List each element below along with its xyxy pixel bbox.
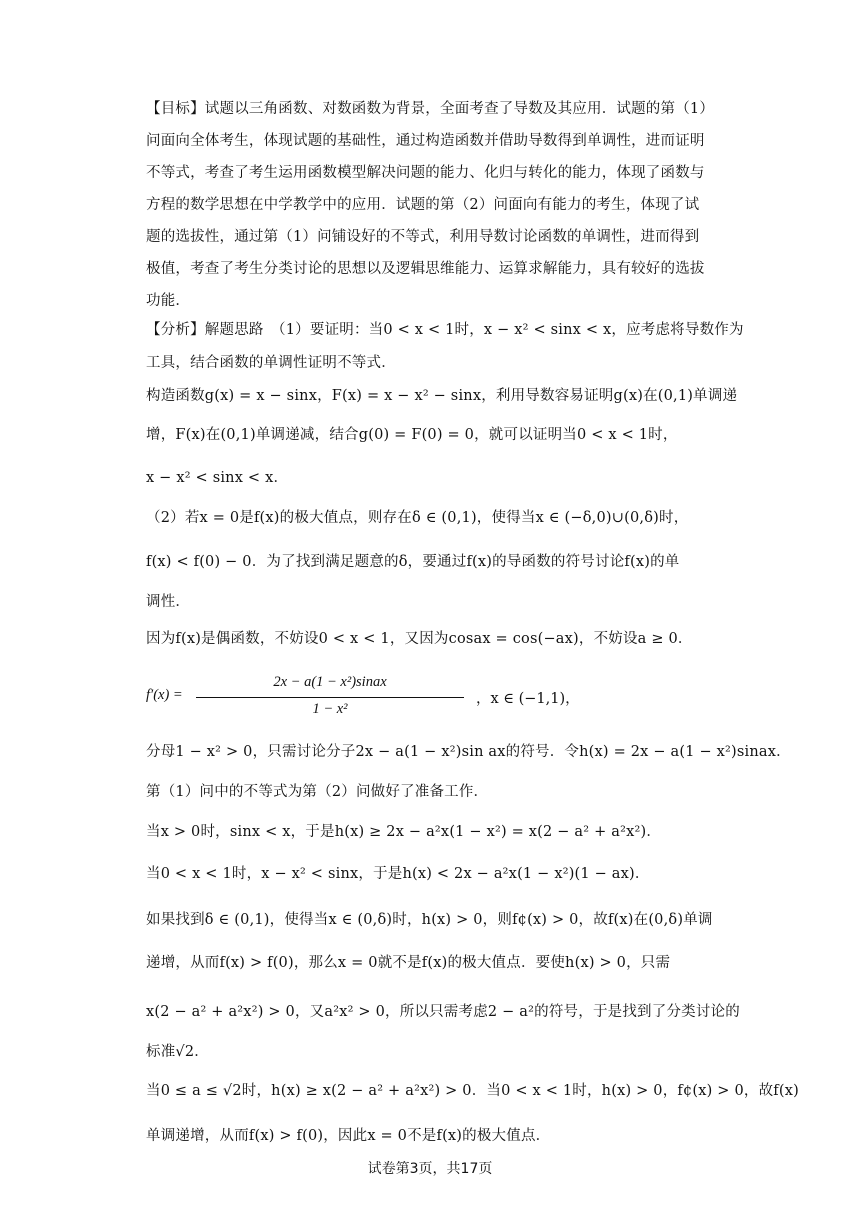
text-line-part2-10: 递增，从而f(x) > f(0)，那么x = 0就不是f(x)的极大值点．要使h(x) > 0，只需: [146, 955, 671, 971]
text-line-part2-1: （2）若x = 0是f(x)的极大值点，则存在δ ∈ (0,1)，使得当x ∈ (−δ,0)∪(0,δ)时，: [146, 510, 689, 526]
text-line-analysis-1: 【分析】解题思路 （1）要证明：当0 < x < 1时，x − x² < sinx < x，应考虑将导数作为: [146, 322, 744, 338]
text-line-part2-6: 第（1）问中的不等式为第（2）问做好了准备工作．: [146, 784, 489, 800]
formula-domain: ，x ∈ (−1,1)，: [476, 691, 580, 707]
formula-lhs: f′(x) =: [146, 687, 183, 703]
text-line-part2-7: 当x > 0时，sinx < x，于是h(x) ≥ 2x − a²x(1 − x²) = x(2 − a² + a²x²)．: [146, 824, 662, 840]
text-line-goal-6: 极值，考查了考生分类讨论的思想以及逻辑思维能力、运算求解能力，具有较好的选拔: [146, 261, 705, 277]
text-line-analysis-5: x − x² < sinx < x．: [146, 470, 289, 486]
text-line-part2-8: 当0 < x < 1时，x − x² < sinx，于是h(x) < 2x − a²x(1 − x²)(1 − ax)．: [146, 866, 650, 882]
text-line-goal-3: 不等式，考查了考生运用函数模型解决问题的能力、化归与转化的能力，体现了函数与: [146, 165, 705, 181]
text-line-part2-14: 单调递增，从而f(x) > f(0)，因此x = 0不是f(x)的极大值点．: [146, 1128, 551, 1144]
formula-denominator: 1 − x²: [312, 701, 348, 717]
formula-numerator: 2x − a(1 − x²)sinax: [273, 674, 387, 690]
text-line-part2-5: 分母1 − x² > 0，只需讨论分子2x − a(1 − x²)sin ax的符号．令h(x) = 2x − a(1 − x²)sinax．: [146, 744, 791, 760]
text-line-part2-9: 如果找到δ ∈ (0,1)，使得当x ∈ (0,δ)时，h(x) > 0，则f¢(x) > 0，故f(x)在(0,δ)单调: [146, 912, 713, 928]
text-line-goal-4: 方程的数学思想在中学教学中的应用．试题的第（2）问面向有能力的考生，体现了试: [146, 197, 700, 213]
fraction-bar: [196, 697, 464, 698]
text-line-part2-4: 因为f(x)是偶函数，不妨设0 < x < 1，又因为cosax = cos(−ax)，不妨设a ≥ 0．: [146, 631, 693, 647]
derivative-formula: [146, 674, 580, 724]
text-line-goal-2: 问面向全体考生，体现试题的基础性，通过构造函数并借助导数得到单调性，进而证明: [146, 133, 705, 149]
page-footer: 试卷第3页，共17页: [367, 1161, 493, 1177]
text-line-goal-1: 【目标】试题以三角函数、对数函数为背景，全面考查了导数及其应用．试题的第（1）: [146, 101, 715, 117]
text-line-goal-5: 题的选拔性，通过第（1）问铺设好的不等式，利用导数讨论函数的单调性，进而得到: [146, 229, 700, 245]
text-line-part2-13: 当0 ≤ a ≤ √2时，h(x) ≥ x(2 − a² + a²x²) > 0．当0 < x < 1时，h(x) > 0，f¢(x) > 0，故f(x): [146, 1083, 799, 1099]
text-line-analysis-4: 增，F(x)在(0,1)单调递减，结合g(0) = F(0) = 0，就可以证明当0 < x < 1时，: [146, 427, 678, 443]
text-line-part2-3: 调性．: [146, 594, 191, 610]
text-line-part2-11: x(2 − a² + a²x²) > 0，又a²x² > 0，所以只需考虑2 − a²的符号，于是找到了分类讨论的: [146, 1004, 740, 1020]
text-line-part2-12: 标准√2．: [146, 1044, 209, 1060]
text-line-analysis-2: 工具，结合函数的单调性证明不等式．: [146, 355, 396, 371]
text-line-part2-2: f(x) < f(0) − 0．为了找到满足题意的δ，要通过f(x)的导函数的符号讨论f(x)的单: [146, 554, 680, 570]
text-line-goal-7: 功能．: [146, 293, 191, 309]
text-line-analysis-3: 构造函数g(x) = x − sinx，F(x) = x − x² − sinx，利用导数容易证明g(x)在(0,1)单调递: [146, 388, 738, 404]
